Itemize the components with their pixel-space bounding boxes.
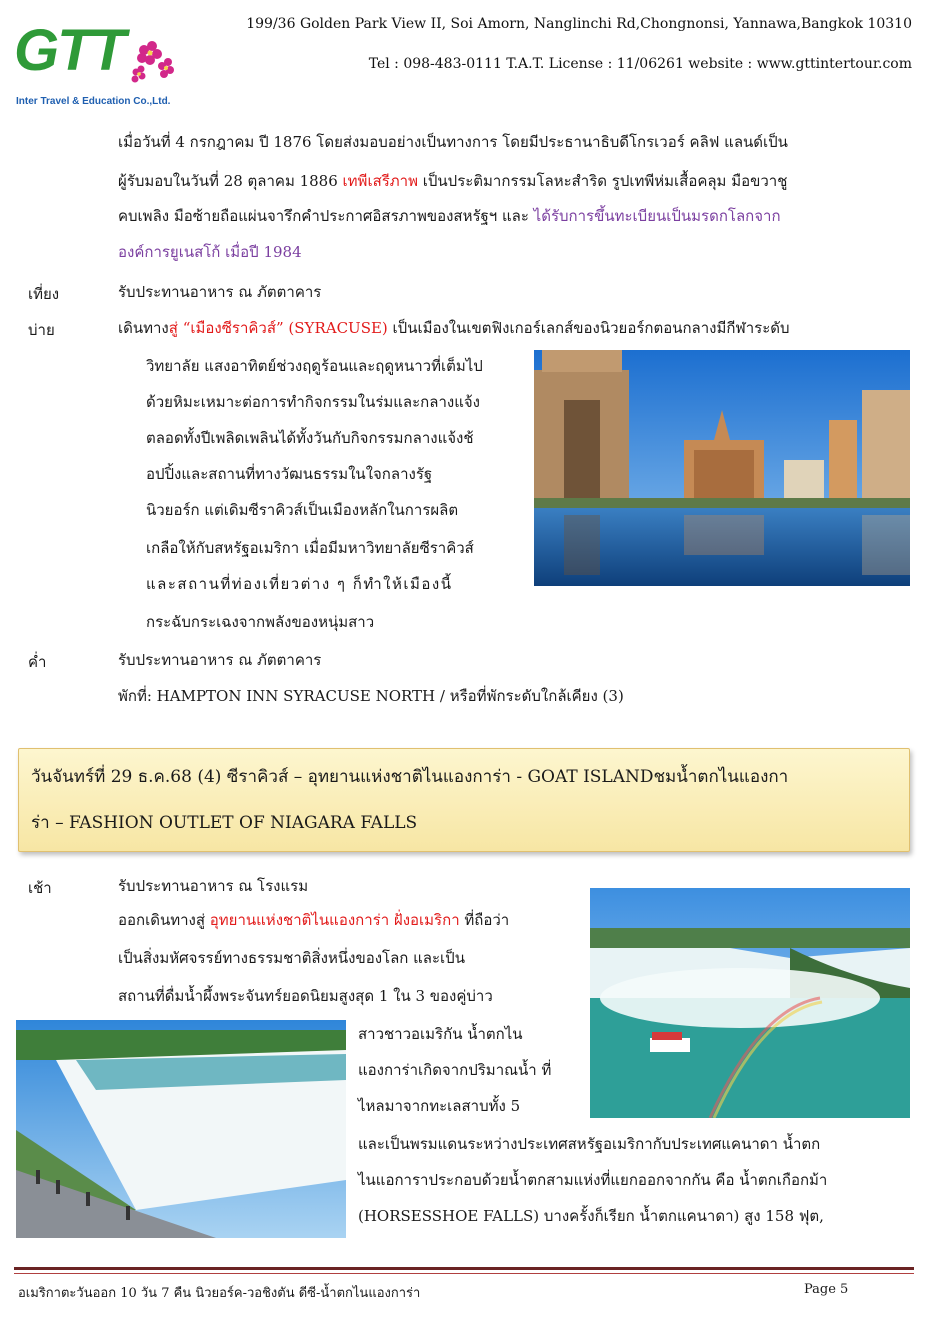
- morning-line: สถานที่ดื่มน้ำผึ้งพระจันทร์ยอดนิยมสูงสุด 1 ใน 3 ของคู่บ่าว: [118, 987, 493, 1005]
- hotel-text: พักที่: HAMPTON INN SYRACUSE NORTH / หรือที่พักระดับใกล้เคียง (3): [118, 687, 624, 705]
- afternoon-line: เกลือให้กับสหรัฐอเมริกา เมื่อมีมหาวิทยาลัยซีราคิวส์: [146, 539, 474, 557]
- afternoon-line: อปปิ้งและสถานที่ทางวัฒนธรรมในใจกลางรัฐ: [146, 465, 433, 483]
- afternoon-line: ด้วยหิมะเหมาะต่อการทำกิจกรรมในร่มและกลางแจ้ง: [146, 393, 480, 411]
- intro-line-2-text-a: ผู้รับมอบในวันที่ 28 ตุลาคม 1886: [118, 172, 343, 190]
- afternoon-line-1-text-a: เดินทาง: [118, 319, 169, 337]
- intro-line-2: [118, 171, 787, 191]
- syracuse-photo: [534, 350, 910, 586]
- day-banner: [18, 748, 910, 852]
- lunch-label: เที่ยง: [28, 285, 60, 303]
- dinner-text: รับประทานอาหาร ณ ภัตตาคาร: [118, 651, 322, 669]
- footer-divider: [14, 1267, 914, 1270]
- morning-text: รับประทานอาหาร ณ โรงแรม: [118, 877, 309, 895]
- american-falls-photo: [16, 1020, 346, 1238]
- morning-line: ไนแอการาประกอบด้วยน้ำตกสามแห่งที่แยกออกจากกัน คือ น้ำตกเกือกม้า: [358, 1171, 828, 1189]
- afternoon-line: ตลอดทั้งปีเพลิดเพลินได้ทั้งวันกับกิจกรรมกลางแจ้งช้: [146, 429, 474, 447]
- afternoon-line: และสถานที่ท่องเที่ยวต่าง ๆ ก็ทำให้เมืองนี้: [146, 575, 453, 593]
- company-address: 199/36 Golden Park View II, Soi Amorn, Nanglinchi Rd,Chongnonsi, Yannawa,Bangkok 10310: [246, 16, 912, 32]
- morning-label: เช้า: [28, 879, 52, 897]
- dinner-label: ค่ำ: [28, 653, 47, 671]
- logo-text: GTT: [14, 18, 124, 83]
- morning-line: (HORSESSHOE FALLS) บางครั้งก็เรียก น้ำตกแคนาดา) สูง 158 ฟุต,: [358, 1207, 824, 1225]
- flower-icon: [126, 36, 176, 86]
- footer-tour-title: อเมริกาตะวันออก 10 วัน 7 คืน นิวยอร์ค-วอชิงตัน ดีซี-น้ำตกไนแองการ่า: [18, 1286, 421, 1301]
- afternoon-line-1-text-b: เป็นเมืองในเขตฟิงเกอร์เลกส์ของนิวยอร์กตอนกลางมีกีฬาระดับ: [387, 319, 790, 337]
- world-heritage-highlight: ได้รับการขึ้นทะเบียนเป็นมรดกโลกจาก: [533, 207, 781, 225]
- intro-line-2-text-b: เป็นประติมากรรมโลหะสำริด รูปเทพีห่มเสื้อคลุม มือขวาชู: [418, 172, 788, 190]
- morning-line-1: [118, 910, 509, 930]
- morning-line: แองการ่าเกิดจากปริมาณน้ำ ที่: [358, 1061, 552, 1079]
- intro-line-3-text-a: คบเพลิง มือซ้ายถือแผ่นจารึกคำประกาศอิสรภาพของสหรัฐฯ และ: [118, 207, 534, 225]
- lunch-text: รับประทานอาหาร ณ ภัตตาคาร: [118, 283, 322, 301]
- statue-of-liberty-highlight: เทพีเสรีภาพ: [342, 172, 418, 190]
- morning-line: ไหลมาจากทะเลสาบทั้ง 5: [358, 1097, 521, 1115]
- niagara-boat-photo: [590, 888, 910, 1118]
- intro-line-3: [118, 206, 781, 226]
- page-number: Page 5: [804, 1282, 849, 1297]
- day-banner-line-1: วันจันทร์ที่ 29 ธ.ค.68 (4) ซีราคิวส์ – อุทยานแห่งชาติไนแองการ่า - GOAT ISLANDชมน้ำตกไนแองกา: [31, 767, 789, 787]
- afternoon-label: บ่าย: [28, 321, 55, 339]
- morning-line: สาวชาวอเมริกัน น้ำตกไน: [358, 1025, 523, 1043]
- company-logo: [14, 16, 184, 116]
- logo-subtitle: Inter Travel & Education Co.,Ltd.: [16, 96, 171, 107]
- afternoon-line-1: [118, 318, 790, 338]
- niagara-park-highlight: อุทยานแห่งชาติไนแองการ่า ฝั่งอเมริกา: [209, 911, 460, 929]
- day-banner-line-2: ร่า – FASHION OUTLET OF NIAGARA FALLS: [31, 813, 418, 833]
- morning-line-1-text-a: ออกเดินทางสู่: [118, 911, 210, 929]
- footer-divider-thin: [14, 1273, 914, 1274]
- syracuse-highlight: สู่ “เมืองซีราคิวส์” (SYRACUSE): [168, 319, 388, 337]
- morning-line-1-text-b: ที่ถือว่า: [459, 911, 510, 929]
- afternoon-line: วิทยาลัย แสงอาทิตย์ช่วงฤดูร้อนและฤดูหนาวที่เต็มไป: [146, 357, 483, 375]
- intro-line-4: องค์การยูเนสโก้ เมื่อปี 1984: [118, 243, 302, 261]
- intro-line-1: เมื่อวันที่ 4 กรกฎาคม ปี 1876 โดยส่งมอบอย่างเป็นทางการ โดยมีประธานาธิบดีโกรเวอร์ คลิฟ แลนด์เป็น: [118, 133, 788, 151]
- afternoon-line: นิวยอร์ก แต่เดิมซีราคิวส์เป็นเมืองหลักในการผลิต: [146, 501, 459, 519]
- morning-line: เป็นสิ่งมหัศจรรย์ทางธรรมชาติสิ่งหนึ่งของโลก และเป็น: [118, 949, 465, 967]
- morning-line: และเป็นพรมแดนระหว่างประเทศสหรัฐอเมริกากับประเทศแคนาดา น้ำตก: [358, 1135, 821, 1153]
- company-contact: Tel : 098-483-0111 T.A.T. License : 11/06261 website : www.gttintertour.com: [368, 56, 912, 72]
- afternoon-line: กระฉับกระเฉงจากพลังของหนุ่มสาว: [146, 613, 375, 631]
